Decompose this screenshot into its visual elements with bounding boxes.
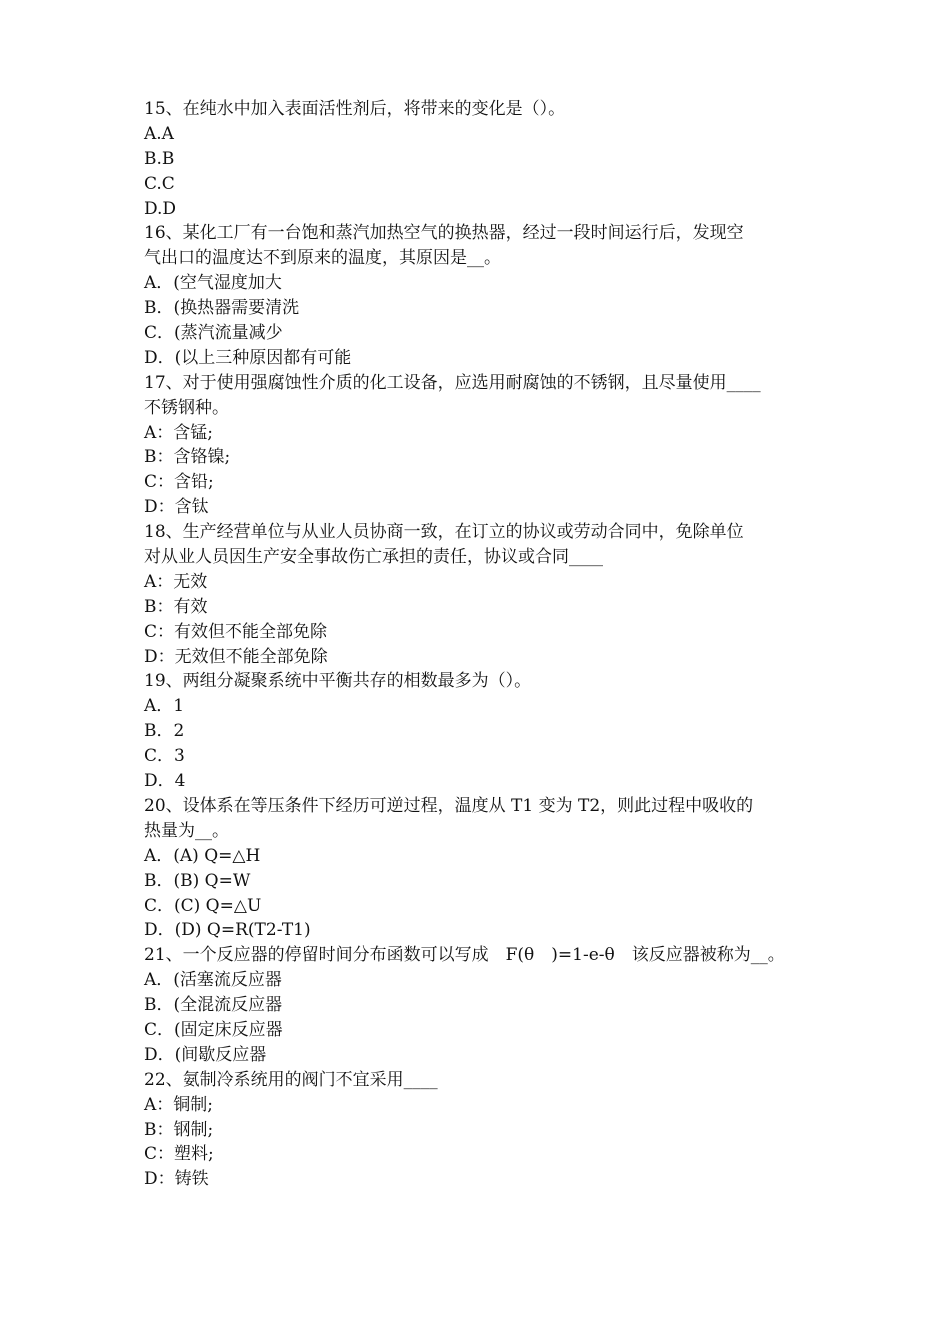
question-16-text-line-1: 16、某化工厂有一台饱和蒸汽加热空气的换热器，经过一段时间运行后，发现空 (144, 223, 744, 244)
question-18-text-line-2: 对从业人员因生产安全事故伤亡承担的责任，协议或合同____ (144, 547, 603, 568)
q16-option-c: C．(蒸汽流量减少 (144, 323, 283, 344)
q18-option-b: B：有效 (144, 596, 208, 617)
q16-option-a: A．(空气湿度加大 (144, 273, 282, 294)
q20-option-b: B．(B) Q=W (144, 870, 251, 891)
q16-option-b: B．(换热器需要清洗 (144, 298, 300, 319)
q22-option-c: C：塑料; (144, 1144, 214, 1165)
q22-option-a: A：铜制; (144, 1094, 214, 1115)
q22-option-b: B：钢制; (144, 1119, 214, 1140)
q20-option-d: D．(D) Q=R(T2-T1) (144, 920, 311, 941)
q20-option-a: A．(A) Q=△H (144, 845, 261, 866)
document-page (144, 97, 816, 1192)
question-22-text: 22、氨制冷系统用的阀门不宜采用____ (144, 1069, 438, 1090)
q17-option-a: A：含锰; (144, 422, 214, 443)
q21-option-a: A．(活塞流反应器 (144, 970, 282, 991)
question-15-text: 15、在纯水中加入表面活性剂后，将带来的变化是（）。 (144, 99, 566, 119)
q16-option-d: D．(以上三种原因都有可能 (144, 347, 352, 368)
q19-option-c: C．3 (144, 746, 185, 767)
question-19-text: 19、两组分凝聚系统中平衡共存的相数最多为（）。 (144, 671, 532, 692)
q20-option-c: C．(C) Q=△U (144, 895, 262, 916)
q21-option-d: D．(间歇反应器 (144, 1044, 267, 1065)
q22-option-d: D：铸铁 (144, 1169, 209, 1190)
q18-option-c: C：有效但不能全部免除 (144, 621, 328, 642)
q18-option-d: D：无效但不能全部免除 (144, 646, 328, 667)
q19-option-a: A．1 (144, 696, 185, 717)
question-20-text-line-2: 热量为__。 (144, 820, 229, 841)
q18-option-a: A：无效 (144, 571, 208, 592)
question-17-text-line-1: 17、对于使用强腐蚀性介质的化工设备，应选用耐腐蚀的不锈钢，且尽量使用____ (144, 372, 761, 393)
question-18-text-line-1: 18、生产经营单位与从业人员协商一致，在订立的协议或劳动合同中，免除单位 (144, 522, 744, 543)
q15-option-c: C.C (144, 173, 175, 194)
question-20-text-line-1: 20、设体系在等压条件下经历可逆过程，温度从 T1 变为 T2，则此过程中吸收的 (144, 795, 754, 816)
q19-option-d: D．4 (144, 771, 186, 792)
q15-option-a: A.A (144, 123, 174, 144)
question-16-text-line-2: 气出口的温度达不到原来的温度，其原因是__。 (144, 248, 501, 269)
q21-option-c: C．(固定床反应器 (144, 1019, 283, 1040)
question-21-text: 21、一个反应器的停留时间分布函数可以写成 F(θ )=1-e-θ 该反应器被称为__。 (144, 945, 785, 966)
q15-option-d: D.D (144, 198, 177, 219)
q17-option-c: C：含铅; (144, 472, 214, 493)
q17-option-d: D：含钛 (144, 497, 209, 518)
question-17-text-line-2: 不锈钢种。 (144, 397, 229, 418)
q17-option-b: B：含铬镍; (144, 447, 231, 468)
q15-option-b: B.B (144, 148, 175, 169)
q21-option-b: B．(全混流反应器 (144, 995, 283, 1016)
q19-option-b: B．2 (144, 721, 185, 742)
